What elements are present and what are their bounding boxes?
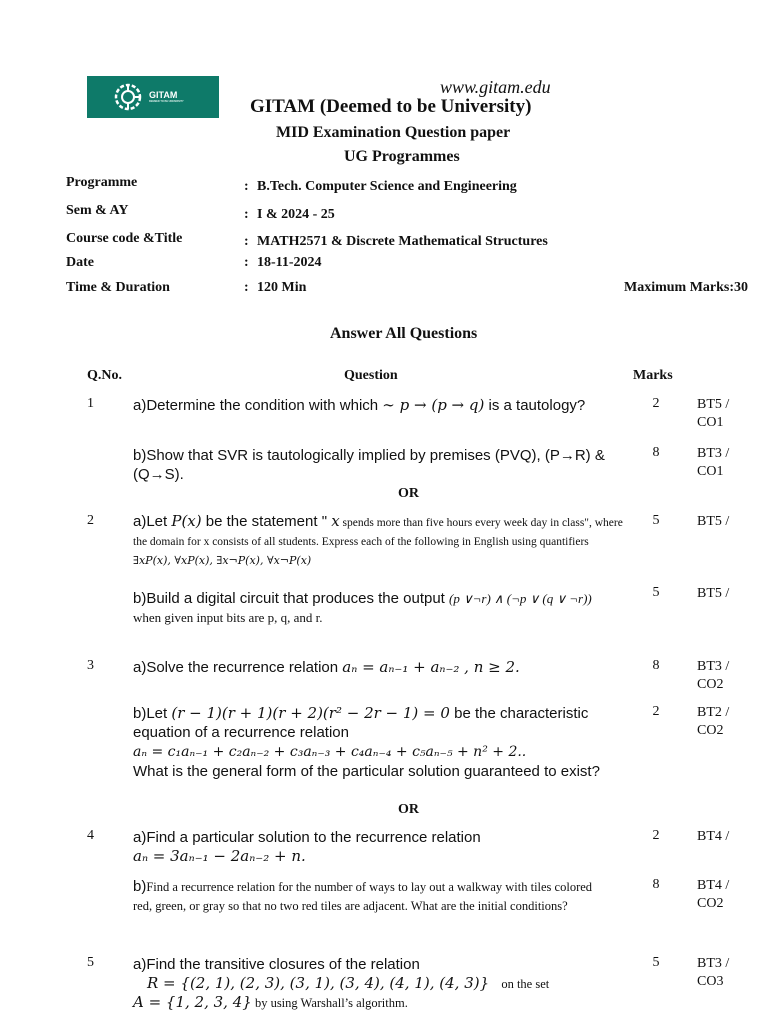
detail-value-course: MATH2571 & Discrete Mathematical Structures	[257, 234, 548, 249]
bt-5a: BT3 / CO3	[697, 956, 730, 989]
detail-colon: :	[244, 234, 249, 249]
gitam-logo	[87, 76, 219, 118]
question-4a: a)Find a particular solution to the recurrence relation aₙ = 3aₙ₋₁ − 2aₙ₋₂ + n.	[133, 829, 481, 865]
bt-2a: BT5 /	[697, 514, 730, 529]
marks-1b: 8	[652, 445, 660, 460]
marks-1a: 2	[652, 396, 660, 411]
detail-colon: :	[244, 179, 249, 194]
detail-colon: :	[244, 207, 249, 222]
header-marks: Marks	[633, 368, 673, 383]
marks-3b: 2	[652, 704, 660, 719]
question-1b: b)Show that SVR is tautologically implied by premises (PVQ), (P→R) & (Q→S).	[133, 447, 605, 483]
detail-label-programme: Programme	[66, 175, 138, 190]
detail-label-date: Date	[66, 255, 94, 270]
marks-4b: 8	[652, 877, 660, 892]
programme-type: UG Programmes	[344, 148, 460, 165]
detail-colon: :	[244, 280, 249, 295]
detail-value-programme: B.Tech. Computer Science and Engineering	[257, 179, 517, 194]
website: www.gitam.edu	[440, 77, 551, 97]
question-number: 2	[87, 513, 94, 528]
header-question: Question	[344, 368, 398, 383]
bt-2b: BT5 /	[697, 586, 730, 601]
detail-value-sem: I & 2024 - 25	[257, 207, 335, 222]
detail-value-time: 120 Min	[257, 280, 307, 295]
marks-3a: 8	[652, 658, 660, 673]
question-3b: b)Let (r − 1)(r + 1)(r + 2)(r² − 2r − 1) = 0 be the characteristic equation of a recurrence relation aₙ = c₁aₙ₋₁ + c₂aₙ₋₂ + c₃aₙ₋₃ + c₄aₙ₋₄ + c₅aₙ₋₅ + n² + 2.. What is the general form of the particular solution guaranteed to exist?	[133, 704, 600, 780]
question-number: 1	[87, 396, 94, 411]
gitam-emblem-icon	[113, 82, 143, 112]
question-2b: b)Build a digital circuit that produces the output (p ∨¬r) ∧ (¬p ∨ (q ∨ ¬r)) when given input bits are p, q, and r.	[133, 590, 592, 625]
bt-1a: BT5 / CO1	[697, 397, 730, 430]
exam-title: MID Examination Question paper	[276, 124, 511, 141]
detail-label-sem: Sem & AY	[66, 203, 129, 218]
logo-wordmark: GITAM DEEMED TO BE UNIVERSITY	[149, 89, 184, 103]
question-number: 3	[87, 658, 94, 673]
bt-1b: BT3 / CO1	[697, 446, 730, 479]
marks-4a: 2	[652, 828, 660, 843]
detail-colon: :	[244, 255, 249, 270]
question-2a: a)Let P(x) be the statement " x spends more than five hours every week day in class", where the domain for x consists of all students. Express each of the following in English using quantifiers ∃xP(x), ∀xP(x), ∃x¬P(x), ∀x¬P(x)	[133, 512, 623, 567]
marks-2a: 5	[652, 513, 660, 528]
bt-4b: BT4 / CO2	[697, 878, 730, 911]
bt-4a: BT4 /	[697, 829, 730, 844]
or-divider: OR	[398, 486, 419, 501]
or-divider: OR	[398, 802, 419, 817]
question-1a: a)Determine the condition with which ∼ p → (p → q) is a tautology?	[133, 396, 586, 414]
header-qno: Q.No.	[87, 368, 122, 383]
bt-3b: BT2 / CO2	[697, 705, 730, 738]
question-number: 4	[87, 828, 94, 843]
detail-label-course: Course code &Title	[66, 231, 183, 246]
maximum-marks: Maximum Marks:30	[624, 280, 749, 295]
detail-label-time: Time & Duration	[66, 280, 170, 295]
bt-3a: BT3 / CO2	[697, 659, 730, 692]
question-number: 5	[87, 955, 94, 970]
marks-5a: 5	[652, 955, 660, 970]
detail-value-date: 18-11-2024	[257, 255, 322, 270]
marks-2b: 5	[652, 585, 660, 600]
question-5a: a)Find the transitive closures of the relation R = {(2, 1), (2, 3), (3, 1), (3, 4), (4, 1), (4, 3)} on the set A = {1, 2, 3, 4} by using Warshall’s algorithm.	[133, 956, 550, 1011]
question-3a: a)Solve the recurrence relation aₙ = aₙ₋₁ + aₙ₋₂ , n ≥ 2.	[133, 658, 520, 676]
question-4b: b)Find a recurrence relation for the number of ways to lay out a walkway with tiles colored red, green, or gray so that no two red tiles are adjacent. What are the initial conditions?	[133, 878, 593, 913]
university-name: GITAM (Deemed to be University)	[250, 96, 532, 117]
instruction: Answer All Questions	[330, 325, 478, 342]
